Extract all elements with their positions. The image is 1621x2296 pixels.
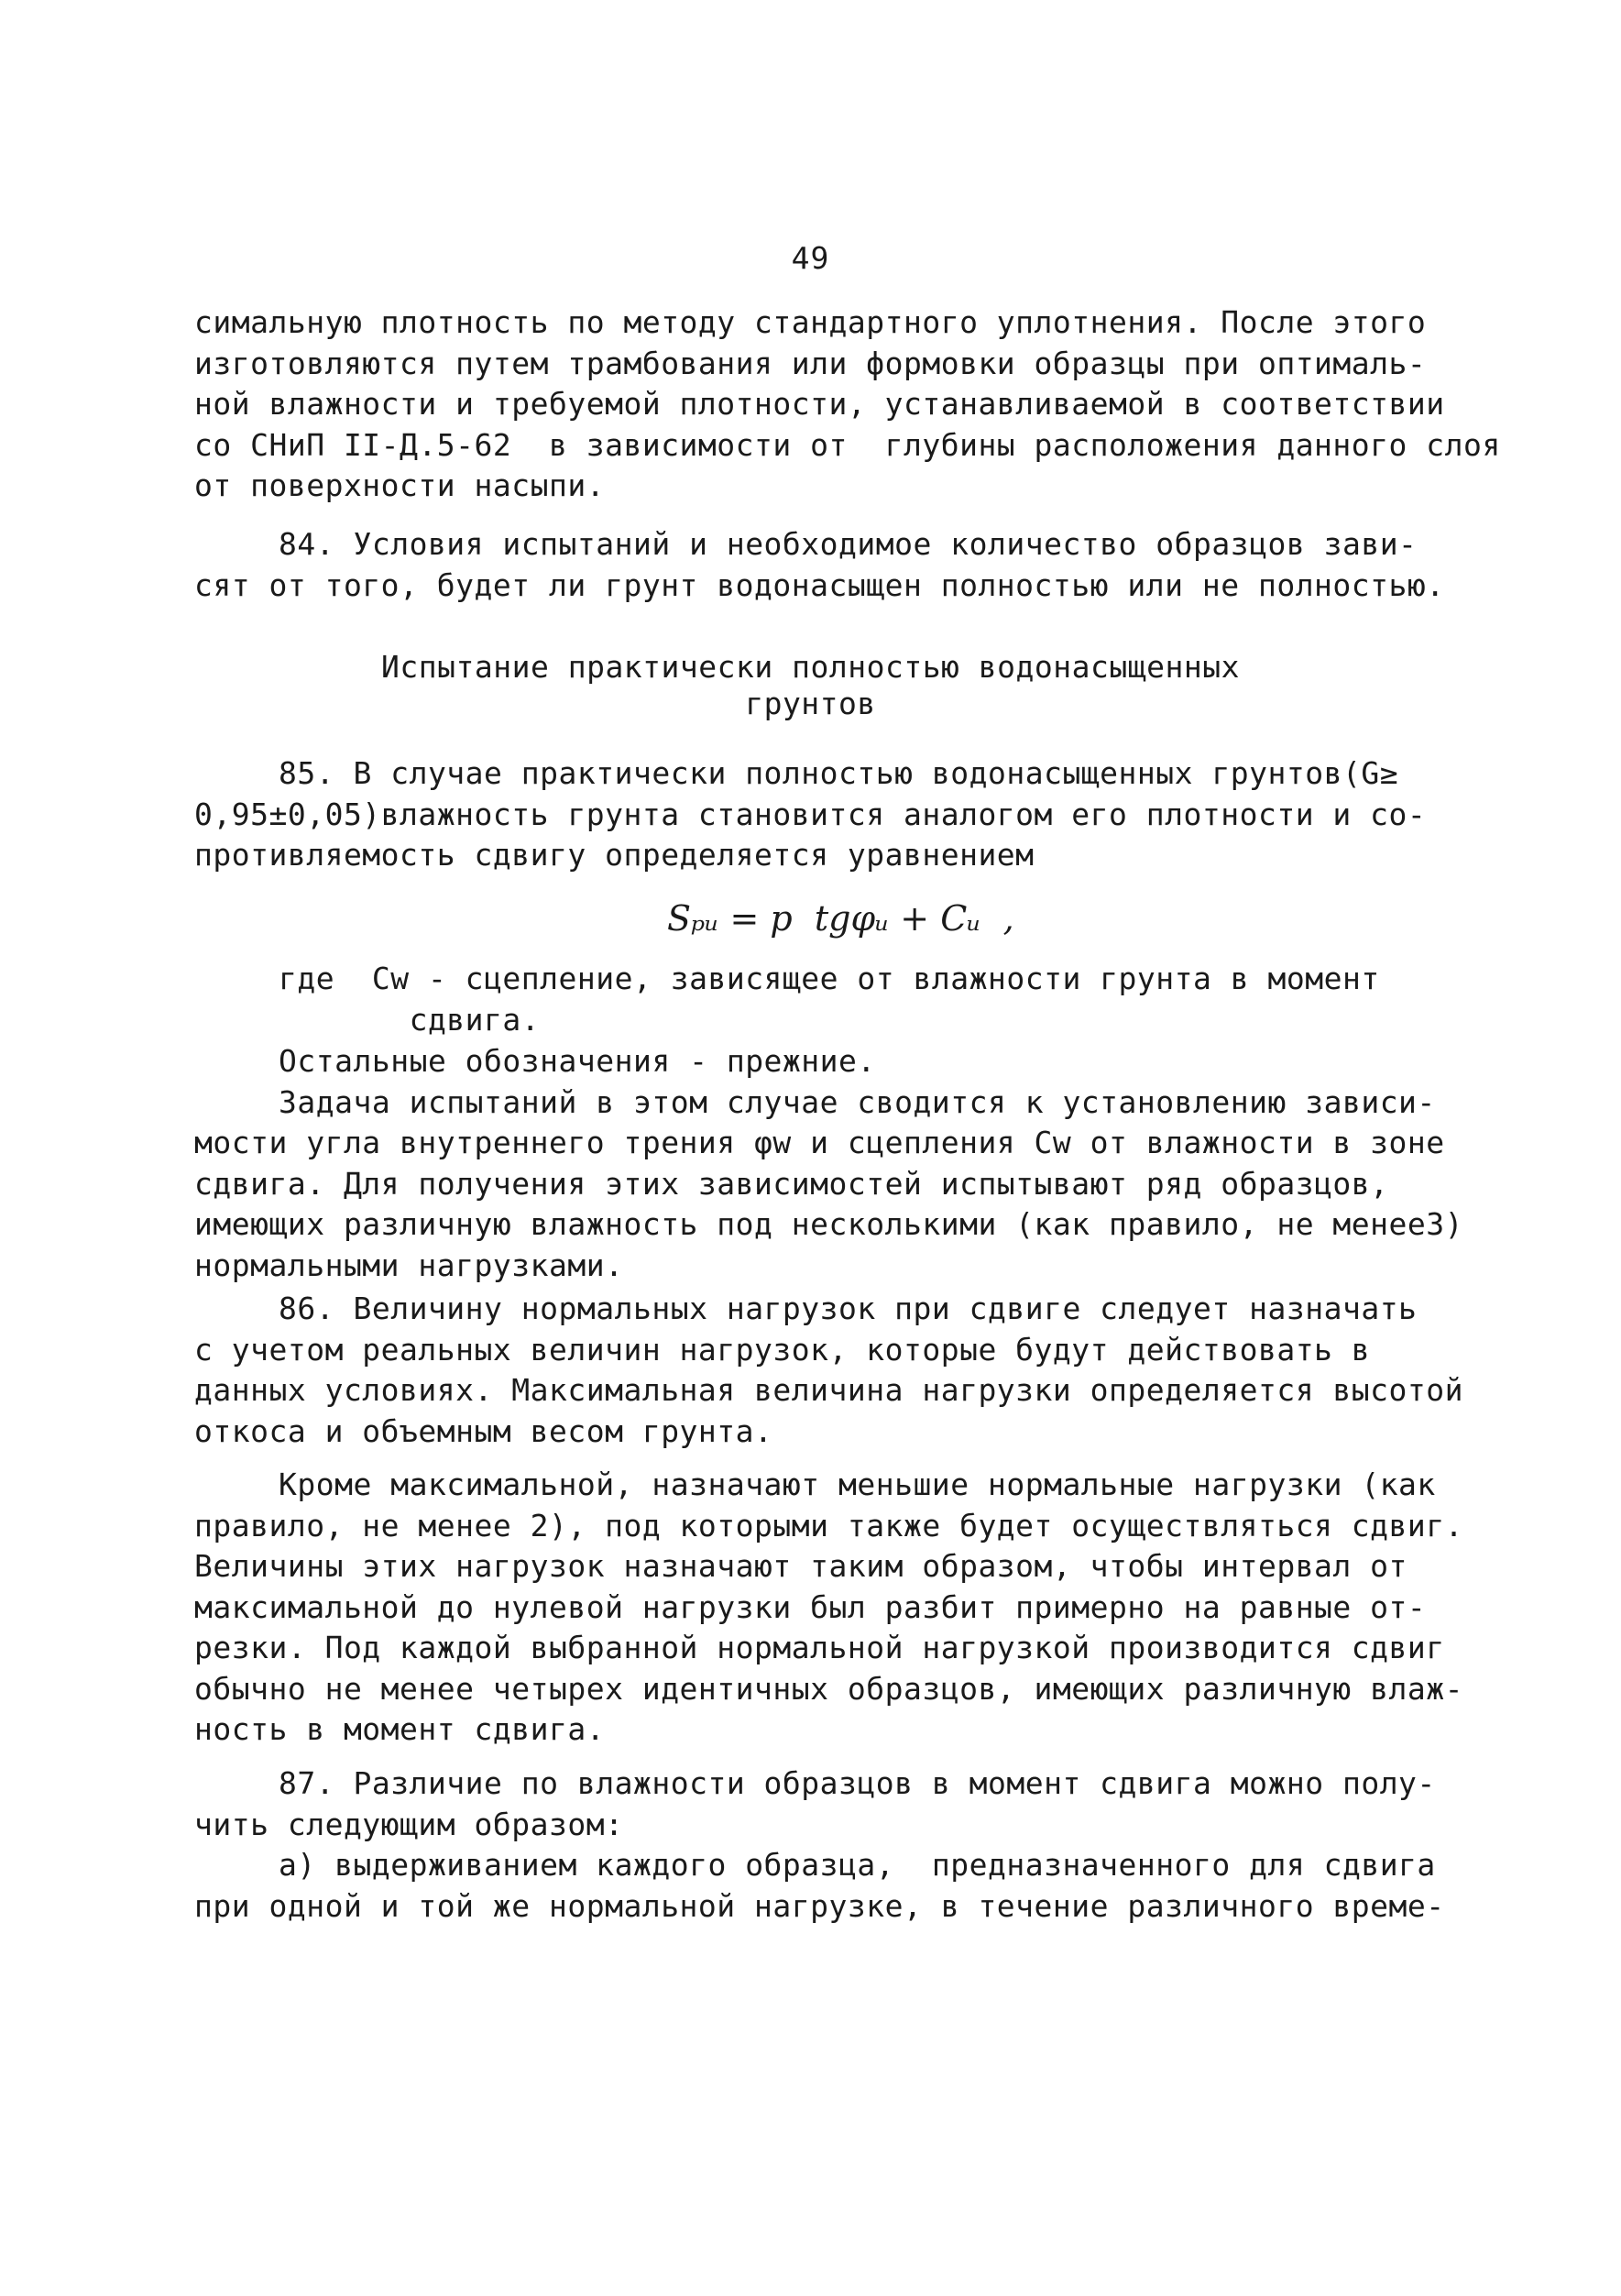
text-line: резки. Под каждой выбранной нормальной нагрузкой производится сдвиг <box>194 1630 1445 1665</box>
paragraph-87 <box>194 1763 1477 1927</box>
text-line: ной влажности и требуемой плотности, устанавливаемой в соответствии <box>194 386 1445 422</box>
text-line: сдвига. Для получения этих зависимостей испытывают ряд образцов, <box>194 1165 1389 1202</box>
text-line: а) выдерживанием каждого образца, предназначенного для сдвига <box>279 1847 1436 1883</box>
shear-formula: Sₚᵤ = p tgφᵤ + Cᵤ , <box>667 898 1014 939</box>
text-line: при одной и той же нормальной нагрузке, в течение различного време- <box>194 1887 1445 1924</box>
text-line: нормальными нагрузками. <box>194 1247 624 1283</box>
text-line: откоса и объемным весом грунта. <box>194 1412 773 1449</box>
text-line: правило, не менее 2), под которыми также будет осуществляться сдвиг. <box>194 1507 1464 1543</box>
paragraph-84 <box>194 524 1477 606</box>
text-line: Величины этих нагрузок назначают таким образом, чтобы интервал от <box>194 1548 1407 1584</box>
section-heading <box>0 649 1621 722</box>
paragraph-max-load <box>194 1465 1477 1751</box>
text-line: с учетом реальных величин нагрузок, которые будут действовать в <box>194 1331 1371 1368</box>
text-line: обычно не менее четырех идентичных образцов, имеющих различную влаж- <box>194 1670 1464 1707</box>
text-line: симальную плотность по методу стандартного уплотнения. После этого <box>194 304 1427 340</box>
paragraph-86 <box>194 1289 1477 1452</box>
text-line: от поверхности насыпи. <box>194 467 606 503</box>
text-line: изготовляются путем трамбования или формовки образцы при оптималь- <box>194 345 1427 381</box>
text-line: 85. В случае практически полностью водонасыщенных грунтов(G≥ <box>279 755 1399 791</box>
text-line: где Cw - сцепление, зависящее от влажности грунта в момент <box>279 961 1380 996</box>
text-line: Задача испытаний в этом случае сводится к установлению зависи- <box>279 1083 1436 1120</box>
text-line: имеющих различную влажность под несколькими (как правило, не менее3) <box>194 1206 1464 1242</box>
text-line: чить следующим образом: <box>194 1806 624 1842</box>
paragraph-continuation <box>194 302 1501 507</box>
text-line: Остальные обозначения - прежние. <box>279 1043 876 1079</box>
text-line: мости угла внутреннего трения φw и сцепления Cw от влажности в зоне <box>194 1125 1445 1160</box>
paragraph-task <box>194 1041 1477 1286</box>
heading-line: грунтов <box>745 686 876 721</box>
text-line: 86. Величину нормальных нагрузок при сдвиге следует назначать <box>279 1291 1418 1326</box>
text-line: 87. Различие по влажности образцов в момент сдвига можно полу- <box>279 1765 1436 1801</box>
text-line: 0,95±0,05)влажность грунта становится аналогом его плотности и со- <box>194 796 1427 832</box>
text-line: максимальной до нулевой нагрузки был разбит примерно на равные от- <box>194 1588 1427 1625</box>
formula-explanation <box>279 959 1561 1040</box>
text-line: сдвига. <box>279 1001 541 1038</box>
page-number: 49 <box>791 240 830 276</box>
text-line: данных условиях. Максимальная величина нагрузки определяется высотой <box>194 1372 1464 1408</box>
paragraph-85 <box>194 753 1477 876</box>
text-line: сят от того, будет ли грунт водонасыщен полностью или не полностью. <box>194 566 1445 603</box>
heading-line: Испытание практически полностью водонасыщенных <box>381 649 1240 685</box>
text-line: противляемость сдвигу определяется уравнением <box>194 837 1035 873</box>
text-line: 84. Условия испытаний и необходимое количество образцов зави- <box>279 526 1418 562</box>
text-line: ность в момент сдвига. <box>194 1711 606 1747</box>
text-line: со СНиП II-Д.5-62 в зависимости от глубины расположения данного слоя <box>194 426 1501 463</box>
text-line: Кроме максимальной, назначают меньшие нормальные нагрузки (как <box>279 1467 1436 1502</box>
